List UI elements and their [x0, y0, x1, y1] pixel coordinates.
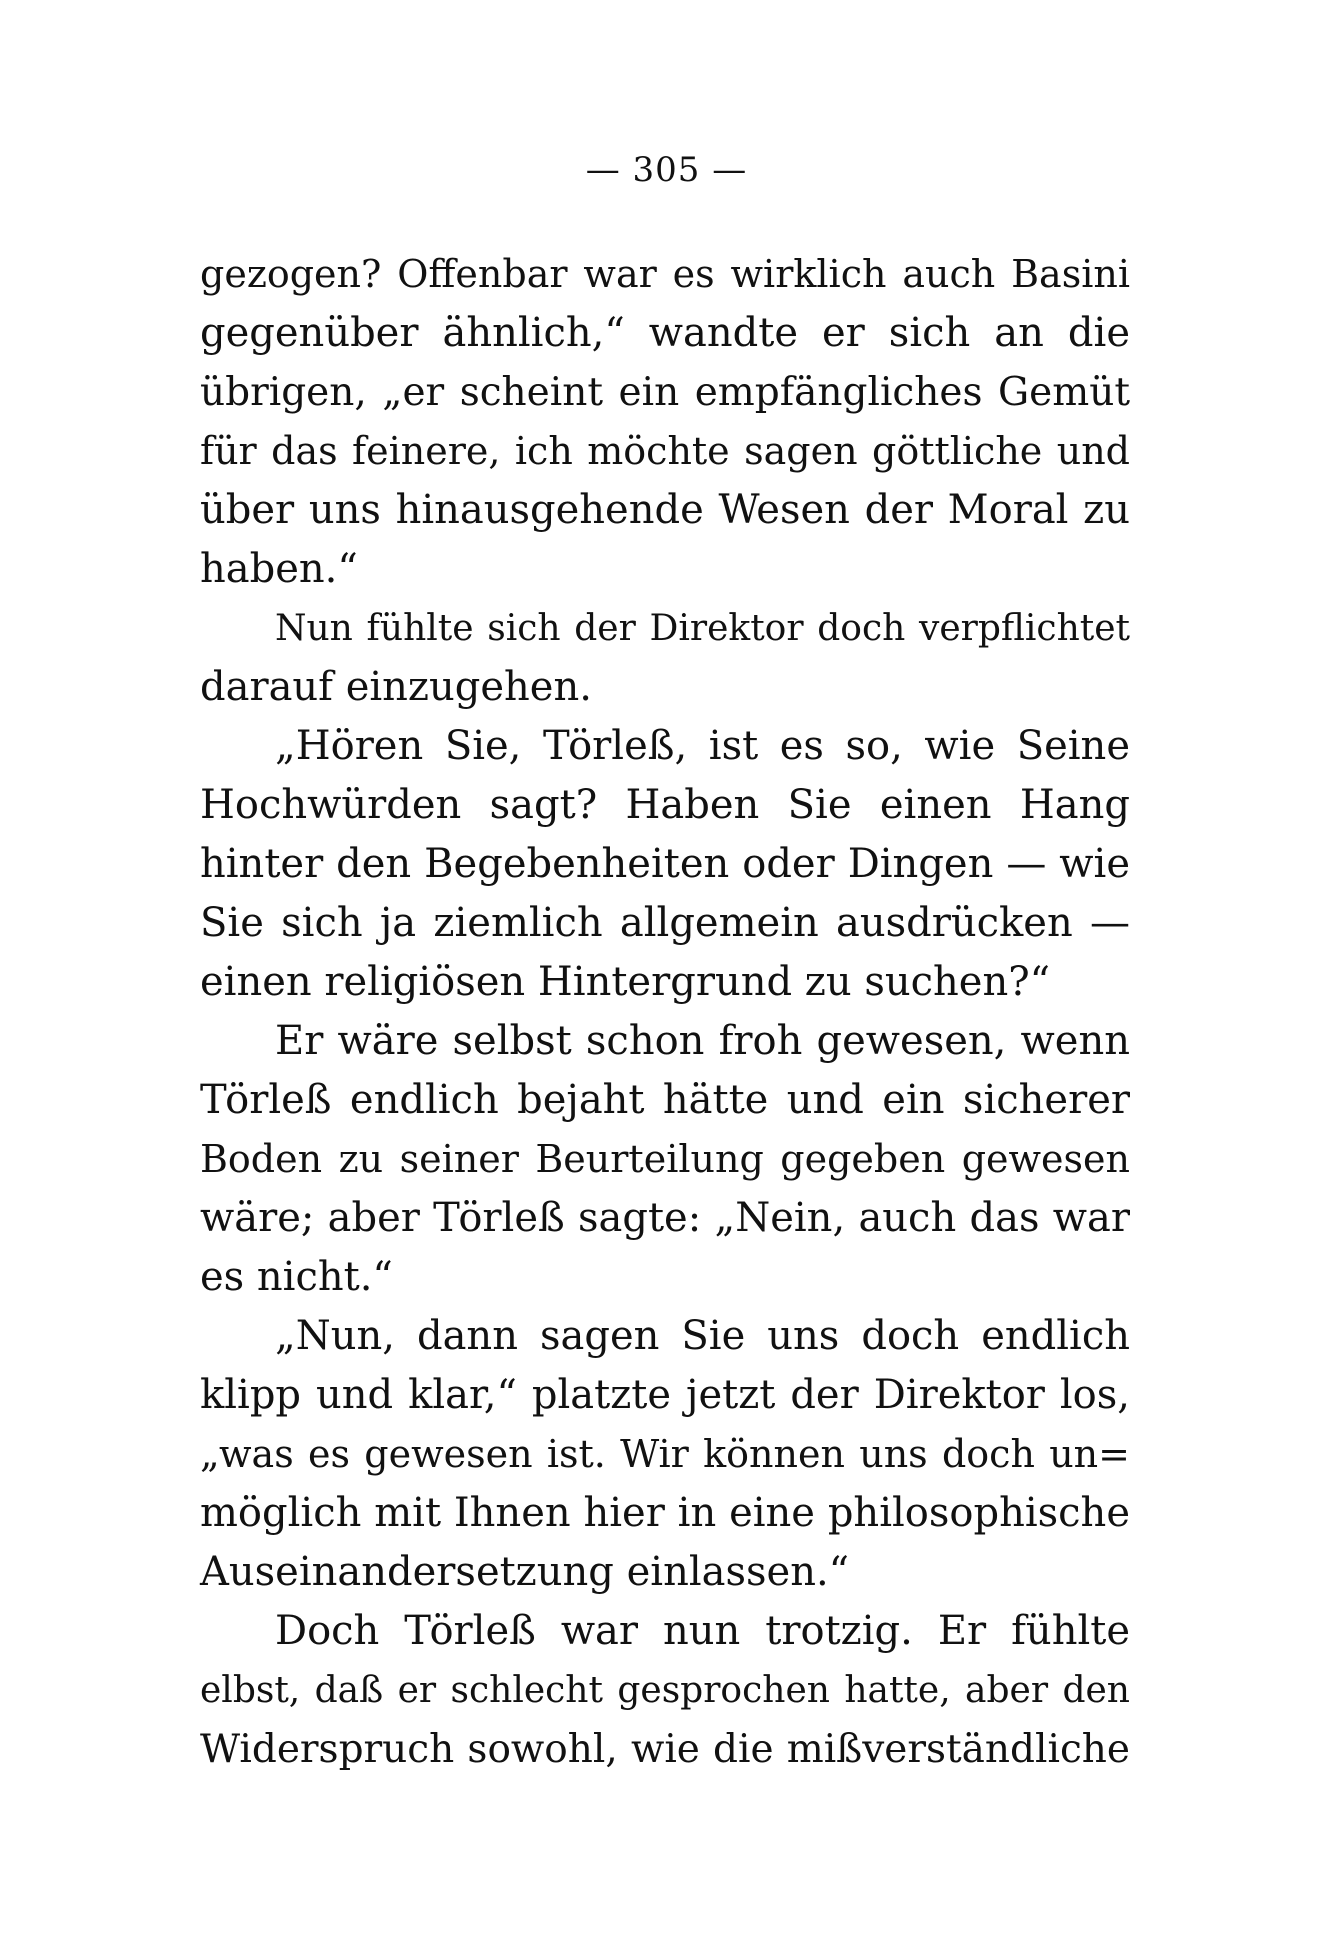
- text-line: „was es gewesen ist. Wir können uns doch un=: [200, 1432, 1130, 1476]
- body-text: [200, 245, 1130, 1779]
- text-line: Nun fühlte sich der Direktor doch verpflichtet: [275, 608, 1130, 649]
- text-line: wäre; aber Törleß sagte: „Nein, auch das war: [200, 1195, 1130, 1241]
- text-line: darauf einzugehen.: [200, 664, 592, 710]
- text-line: hinter den Begebenheiten oder Dingen — wie: [200, 841, 1130, 887]
- text-line: Hochwürden sagt? Haben Sie einen Hang: [200, 782, 1130, 828]
- text-line: Sie sich ja ziemlich allgemein ausdrücken —: [200, 900, 1130, 946]
- text-line: „Hören Sie, Törleß, ist es so, wie Seine: [275, 723, 1130, 769]
- text-line: elbst, daß er schlecht gesprochen hatte, aber den: [200, 1670, 1130, 1711]
- text-line: Auseinandersetzung einlassen.“: [200, 1549, 850, 1595]
- text-line: „Nun, dann sagen Sie uns doch endlich: [275, 1313, 1130, 1359]
- text-line: über uns hinausgehende Wesen der Moral zu: [200, 487, 1130, 533]
- text-line: übrigen, „er scheint ein empfängliches Gemüt: [200, 370, 1130, 415]
- text-line: gegenüber ähnlich,“ wandte er sich an die: [200, 310, 1130, 356]
- text-line: einen religiösen Hintergrund zu suchen?“: [200, 959, 1051, 1005]
- text-line: Doch Törleß war nun trotzig. Er fühlte: [275, 1608, 1130, 1654]
- text-line: Er wäre selbst schon froh gewesen, wenn: [275, 1018, 1130, 1064]
- text-line: Boden zu seiner Beurteilung gegeben gewesen: [200, 1137, 1130, 1181]
- text-line: haben.“: [200, 546, 358, 592]
- text-line: klipp und klar,“ platzte jetzt der Direktor los,: [200, 1372, 1130, 1418]
- text-line: Törleß endlich bejaht hätte und ein sicherer: [200, 1077, 1130, 1123]
- page-number: — 305 —: [585, 150, 748, 190]
- text-line: möglich mit Ihnen hier in eine philosophische: [200, 1490, 1130, 1536]
- text-line: für das feinere, ich möchte sagen göttliche und: [200, 429, 1130, 473]
- text-line: Widerspruch sowohl, wie die mißverständliche: [200, 1727, 1130, 1772]
- text-line: es nicht.“: [200, 1254, 393, 1300]
- text-line: gezogen? Offenbar war es wirklich auch Basini: [200, 252, 1130, 296]
